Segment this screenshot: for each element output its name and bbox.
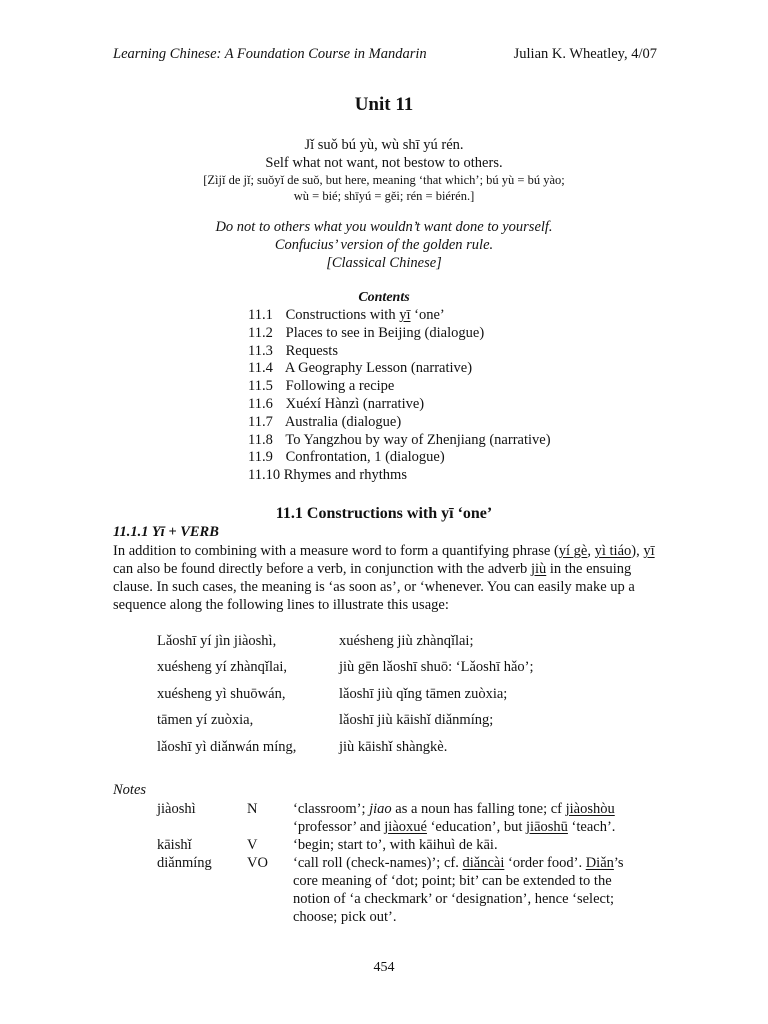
epigraph-literal: Self what not want, not bestow to others. (265, 155, 503, 171)
note-row (157, 800, 628, 836)
contents-item[interactable]: 11.3 Requests (248, 342, 338, 359)
contents-item[interactable]: 11.1 Constructions with yī ‘one’ (248, 307, 445, 323)
note-row (157, 854, 628, 926)
contents-item[interactable]: 11.5 Following a recipe (248, 378, 395, 395)
contents-item[interactable]: 11.6 Xuéxí Hànzì (narrative) (248, 395, 425, 412)
example-row (157, 681, 534, 708)
note-definition: ‘call roll (check-names)’; cf. diǎncài ‘order food’. Diǎn’s core meaning of ‘dot; point; bit’ can be extended to the notion of ‘a checkmark’ or ‘designation’, hence ‘select; choose; pick out’. (293, 855, 624, 925)
author-date: Julian K. Wheatley, 4/07 (513, 46, 657, 62)
contents-item[interactable]: 11.9 Confrontation, 1 (dialogue) (248, 449, 445, 466)
page-number: 454 (373, 960, 395, 975)
contents-item[interactable]: 11.7 Australia (dialogue) (248, 413, 402, 430)
contents-item[interactable]: 11.2 Places to see in Beijing (dialogue) (248, 324, 485, 341)
example-row (157, 734, 534, 761)
note-term: diǎnmíng (157, 855, 212, 871)
example-right: xuésheng jiù zhànqǐlai; (339, 632, 474, 649)
note-term: kāishǐ (157, 837, 192, 853)
epigraph (0, 136, 768, 204)
translation-line: Confucius’ version of the golden rule. (274, 237, 494, 253)
translation-line: [Classical Chinese] (326, 255, 442, 271)
unit-title: Unit 11 (354, 94, 414, 115)
example-right: jiù kāishǐ shàngkè. (339, 738, 448, 755)
contents-item[interactable]: 11.4 A Geography Lesson (narrative) (248, 360, 473, 377)
epigraph-gloss-1: [Zìjǐ de jǐ; suǒyǐ de suǒ, but here, meaning ‘that which’; bú yù = bú yào; (203, 173, 565, 187)
example-left: tāmen yí zuòxia, (157, 712, 254, 729)
section-heading: 11.1 Constructions with yī ‘one’ (275, 505, 493, 522)
translation-line: Do not to others what you wouldn’t want done to yourself. (215, 219, 553, 235)
example-right: jiù gēn lǎoshī shuō: ‘Lǎoshī hǎo’; (339, 659, 534, 676)
epigraph-pinyin: Jǐ suǒ bú yù, wù shī yú rén. (304, 137, 464, 153)
epigraph-gloss-2: wù = bié; shīyú = gěi; rén = biérén.] (293, 189, 475, 203)
note-definition: ‘classroom’; jiao as a noun has falling tone; cf jiàoshòu ‘professor’ and jiàoxué ‘education’, but jiāoshū ‘teach’. (293, 801, 616, 835)
example-left: Lǎoshī yí jìn jiàoshì, (157, 632, 277, 649)
contents-heading: Contents (358, 290, 410, 305)
contents-list (248, 307, 551, 485)
note-pos: VO (247, 855, 268, 871)
note-pos: V (247, 837, 258, 853)
intro-paragraph: In addition to combining with a measure word to form a quantifying phrase (yí gè, yì tiáo), yī can also be found directly before a verb, in conjunction with the adverb jiù in the ensuing clause. In such cases, the meaning is ‘as soon as’, or ‘whenever. You can easily make up a sequence along the following lines to illustrate this usage: (113, 543, 655, 613)
contents-item[interactable]: 11.8 To Yangzhou by way of Zhenjiang (narrative) (248, 431, 551, 448)
note-row (157, 836, 628, 854)
notes-table (157, 800, 628, 926)
example-left: lǎoshī yì diǎnwán míng, (157, 738, 297, 755)
running-header (113, 46, 657, 63)
example-row (157, 628, 534, 655)
example-row (157, 708, 534, 735)
example-row (157, 655, 534, 682)
example-left: xuésheng yí zhànqǐlai, (157, 659, 288, 676)
contents-item[interactable]: 11.10 Rhymes and rhythms (248, 467, 407, 484)
note-pos: N (247, 801, 258, 817)
example-sentences (157, 628, 534, 761)
epigraph-translation (0, 218, 768, 272)
example-right: lǎoshī jiù qǐng tāmen zuòxia; (339, 685, 508, 702)
notes-label: Notes (113, 782, 147, 798)
example-right: lǎoshī jiù kāishǐ diǎnmíng; (339, 712, 494, 729)
example-left: xuésheng yì shuōwán, (157, 685, 286, 702)
book-title: Learning Chinese: A Foundation Course in Mandarin (113, 46, 427, 62)
subsection-heading: 11.1.1 Yī + VERB (113, 524, 219, 540)
note-term: jiàoshì (157, 801, 196, 817)
note-definition: ‘begin; start to’, with kāihuì de kāi. (293, 837, 498, 853)
